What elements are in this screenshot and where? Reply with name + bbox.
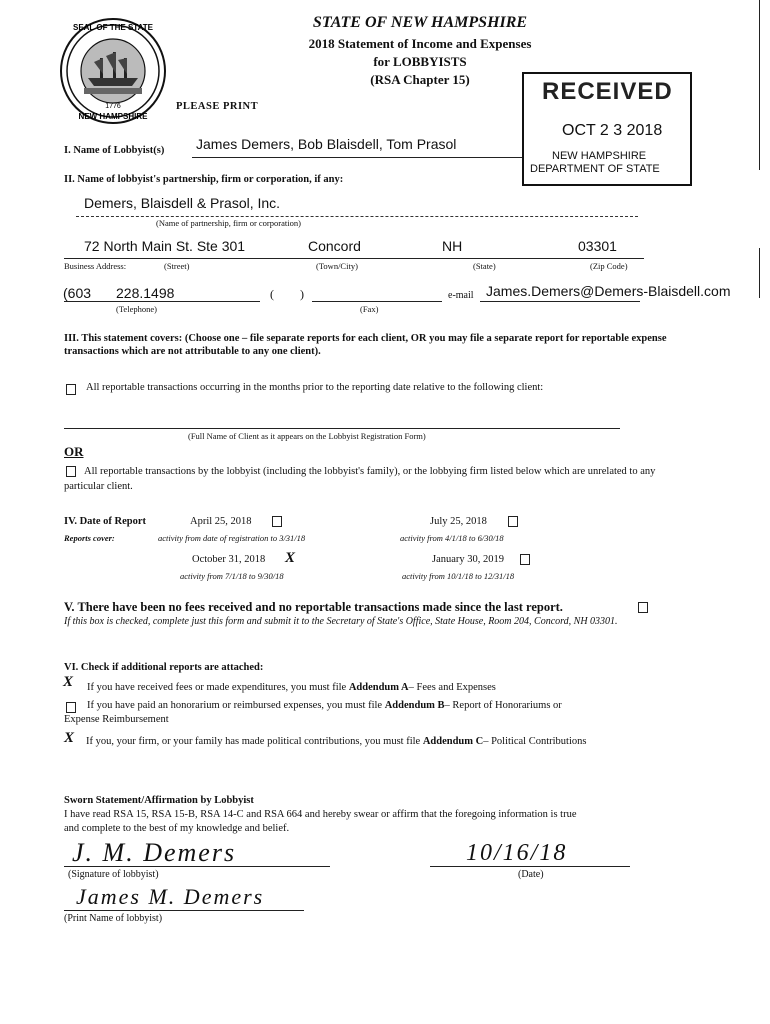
- address-street[interactable]: 72 North Main St. Ste 301: [84, 238, 246, 254]
- reports-cover-label: Reports cover:: [64, 533, 115, 543]
- addendum-c-pre: If you, your firm, or your family has made political contributions, you must file: [86, 736, 423, 747]
- addendum-c-post: – Political Contributions: [483, 736, 587, 747]
- phone-area-code[interactable]: (603: [63, 285, 92, 301]
- address-state-label: (State): [473, 261, 496, 271]
- email-underline: [480, 301, 640, 302]
- sworn-text-1: I have read RSA 15, RSA 15-B, RSA 14-C and RSA 664 and hereby swear or affirm that the foregoing information is true: [64, 809, 577, 820]
- date-option-4: January 30, 2019: [432, 554, 505, 565]
- date-option-2-checkbox[interactable]: [508, 516, 518, 527]
- please-print: PLEASE PRINT: [176, 101, 259, 112]
- fax-open-paren: (: [270, 287, 274, 301]
- lobbyist-signature[interactable]: J. M. Demers: [72, 838, 237, 867]
- section4-label: IV. Date of Report: [64, 516, 147, 527]
- section1-label: I. Name of Lobbyist(s): [64, 145, 165, 156]
- addendum-a-text: [87, 682, 496, 693]
- address-state[interactable]: NH: [442, 238, 463, 254]
- date-option-1: April 25, 2018: [190, 516, 252, 527]
- printed-name-caption: (Print Name of lobbyist): [64, 913, 163, 924]
- firm-caption: (Name of partnership, firm or corporation): [156, 218, 301, 228]
- page-edge-line: [759, 0, 760, 170]
- date-underline: [430, 866, 630, 867]
- addendum-a-label: Addendum A: [348, 682, 409, 693]
- client-name-caption: (Full Name of Client as it appears on the Lobbyist Registration Form): [188, 431, 426, 441]
- address-underline: [64, 258, 644, 259]
- seal-graphic: [58, 16, 168, 126]
- form-subtitle-2: for LOBBYISTS: [373, 54, 467, 69]
- firm-underline: [76, 216, 638, 217]
- addendum-c-label: Addendum C: [422, 736, 484, 747]
- date-caption: (Date): [518, 869, 544, 880]
- section1-underline: [192, 157, 522, 158]
- addendum-b-text: [87, 700, 562, 711]
- sworn-title: Sworn Statement/Affirmation by Lobbyist: [64, 795, 254, 806]
- address-city-label: (Town/City): [316, 261, 358, 271]
- addendum-b-pre: If you have paid an honorarium or reimbursed expenses, you must file: [87, 700, 385, 711]
- stamp-line-1: NEW HAMPSHIRE: [552, 150, 647, 162]
- stamp-date: OCT 2 3 2018: [562, 122, 663, 139]
- fax-caption: (Fax): [360, 304, 379, 314]
- section3-or: OR: [64, 444, 84, 459]
- date-option-1-cover: activity from date of registration to 3/31/18: [158, 533, 306, 543]
- no-activity-checkbox[interactable]: [638, 602, 648, 613]
- date-option-2-cover: activity from 4/1/18 to 6/30/18: [400, 533, 504, 543]
- section3-text: III. This statement covers: (Choose one – file separate reports for each client, OR you may file a separate report for reportable expense transactions which are not attributable to any one client).: [64, 333, 667, 357]
- section2-label: II. Name of lobbyist's partnership, firm or corporation, if any:: [64, 174, 344, 185]
- lobbyist-names[interactable]: James Demers, Bob Blaisdell, Tom Prasol: [196, 136, 457, 152]
- stamp-top-border: [522, 72, 690, 74]
- addendum-c-check-mark[interactable]: X: [64, 730, 75, 746]
- addendum-b-checkbox[interactable]: [66, 702, 76, 713]
- email-address[interactable]: James.Demers@Demers-Blaisdell.com: [486, 283, 731, 299]
- client-specific-checkbox[interactable]: [66, 384, 76, 395]
- form-subtitle: 2018 Statement of Income and Expenses: [308, 36, 532, 51]
- printed-name[interactable]: James M. Demers: [76, 884, 265, 909]
- form-subtitle-3: (RSA Chapter 15): [370, 72, 470, 87]
- signature-date[interactable]: 10/16/18: [466, 840, 568, 866]
- address-zip[interactable]: 03301: [578, 238, 617, 254]
- date-option-3: October 31, 2018: [192, 554, 266, 565]
- sworn-text-2: and complete to the best of my knowledge and belief.: [64, 823, 290, 834]
- section3-option2: All reportable transactions by the lobbyist (including the lobbyist's family), or the lobbying firm listed below which are unrelated to any particular client.: [64, 466, 656, 492]
- form-title: STATE OF NEW HAMPSHIRE: [312, 14, 528, 31]
- address-street-label: (Street): [164, 261, 190, 271]
- signature-caption: (Signature of lobbyist): [68, 869, 159, 880]
- printed-name-underline: [64, 910, 304, 911]
- addendum-b-label: Addendum B: [384, 700, 445, 711]
- fax-close-paren: ): [300, 287, 304, 301]
- address-city[interactable]: Concord: [308, 238, 361, 254]
- received-stamp: [522, 72, 692, 186]
- section6-label: VI. Check if additional reports are attached:: [64, 662, 264, 673]
- addendum-a-pre: If you have received fees or made expenditures, you must file: [87, 682, 349, 693]
- section5-note: If this box is checked, complete just this form and submit it to the Secretary of State's Office, State House, Room 204, Concord, NH 03301.: [64, 616, 618, 627]
- addendum-c-text: [86, 736, 586, 747]
- address-zip-label: (Zip Code): [590, 261, 628, 271]
- email-label: e-mail: [448, 290, 474, 301]
- phone-number[interactable]: 228.1498: [116, 285, 175, 301]
- section5-label: V. There have been no fees received and no reportable transactions made since the last report.: [64, 600, 563, 614]
- addendum-a-post: – Fees and Expenses: [408, 682, 496, 693]
- svg-text:1776: 1776: [105, 103, 121, 110]
- phone-underline: [64, 301, 260, 302]
- date-option-4-cover: activity from 10/1/18 to 12/31/18: [402, 571, 515, 581]
- addendum-b-post: – Report of Honorariums or: [444, 700, 562, 711]
- stamp-line-2: DEPARTMENT OF STATE: [530, 163, 660, 175]
- svg-text:NEW HAMPSHIRE: NEW HAMPSHIRE: [78, 112, 148, 121]
- section3-option1: All reportable transactions occurring in the months prior to the reporting date relative to the following client:: [86, 382, 544, 393]
- svg-text:SEAL OF THE STATE: SEAL OF THE STATE: [72, 23, 154, 32]
- addendum-b-line2: Expense Reimbursement: [64, 714, 169, 725]
- phone-caption: (Telephone): [116, 304, 157, 314]
- fax-underline: [312, 301, 442, 302]
- address-business-label: Business Address:: [64, 261, 127, 271]
- date-option-3-cover: activity from 7/1/18 to 9/30/18: [180, 571, 284, 581]
- date-option-4-checkbox[interactable]: [520, 554, 530, 565]
- page-edge-line-2: [759, 248, 760, 298]
- firm-name[interactable]: Demers, Blaisdell & Prasol, Inc.: [84, 195, 281, 211]
- client-name-underline: [64, 428, 620, 429]
- signature-underline: [64, 866, 330, 867]
- date-option-3-check-mark[interactable]: X: [285, 550, 296, 566]
- stamp-received-label: RECEIVED: [542, 78, 673, 105]
- date-option-1-checkbox[interactable]: [272, 516, 282, 527]
- date-option-2: July 25, 2018: [430, 516, 487, 527]
- addendum-a-check-mark[interactable]: X: [63, 674, 74, 690]
- state-seal: [58, 16, 168, 126]
